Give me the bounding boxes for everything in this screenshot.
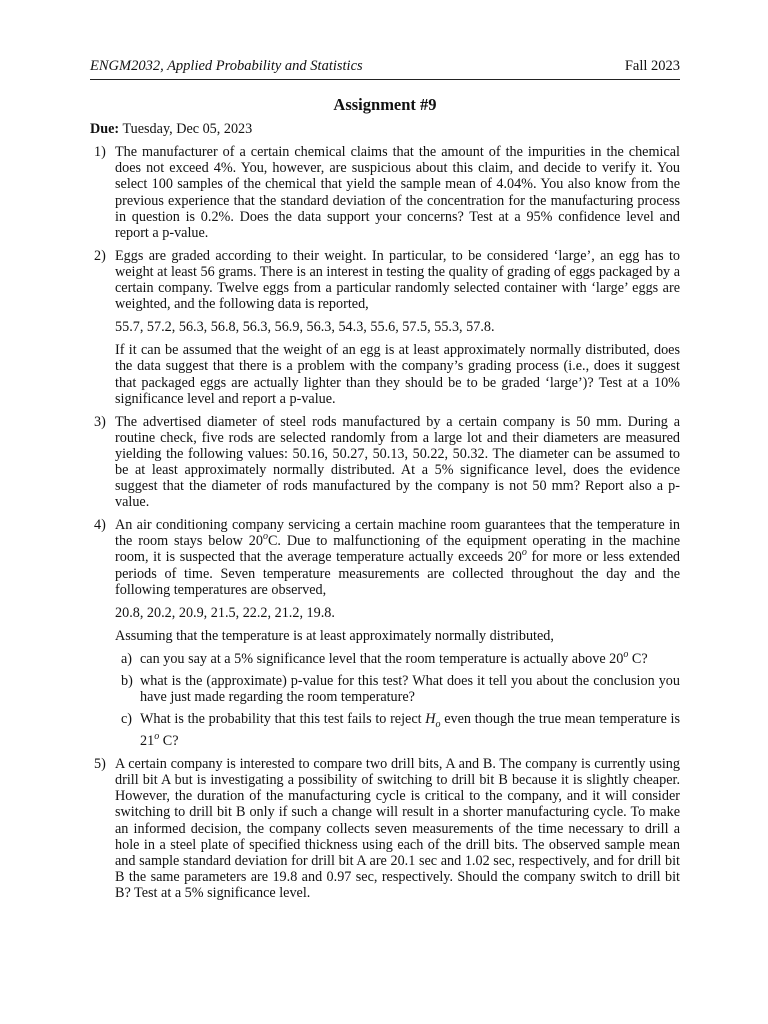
problem-5 — [90, 756, 680, 901]
course-name: ENGM2032, Applied Probability and Statistics — [90, 58, 363, 74]
subquestion-tail: C? — [159, 733, 179, 750]
degree-superscript: o — [521, 547, 527, 559]
math-subscript: o — [435, 719, 441, 731]
problem-text: Eggs are graded according to their weight. In particular, to be considered ‘large’, an egg has to weight at least 56 grams. There is an interest in testing the quality of grading of eggs packaged by a certain company. Twelve eggs from a particular randomly selected container with ‘large’ eggs are weighted, and the following data is reported, — [115, 247, 680, 313]
problem-text-part: C. Due to malfunctioning of the equipment operating in the machine room, it is suspected that the average temperature actually exceeds 20 — [115, 533, 681, 566]
subquestion-tail: C? — [628, 650, 648, 667]
problem-1 — [90, 144, 680, 241]
problem-number: 3) — [94, 413, 106, 430]
subquestion-c — [115, 711, 680, 749]
term: Fall 2023 — [624, 58, 680, 74]
problem-number: 2) — [94, 247, 106, 264]
subquestion-b — [115, 673, 680, 705]
page-header — [90, 58, 680, 80]
subquestion-text: What is the probability that this test fails to reject — [140, 711, 426, 728]
subquestion-text-after: even though the true mean temperature is 21 — [140, 711, 680, 750]
degree-superscript: o — [262, 531, 268, 543]
problem-number: 1) — [94, 144, 106, 161]
problem-data: 20.8, 20.2, 20.9, 21.5, 22.2, 21.2, 19.8. — [115, 604, 335, 621]
subquestion-letter: a) — [121, 650, 133, 667]
problem-text — [115, 517, 680, 597]
problem-text-continued: If it can be assumed that the weight of an egg is at least approximately normally distributed, does the data suggest that there is a problem with the company’s grading process (i.e., does it suggest that packaged eggs are actually lighter than they should be to be graded ‘large’)? Test at a 10% significance level and report a p-value. — [115, 342, 680, 407]
problem-text-part: for more or less extended periods of time. Seven temperature measurements are collected throughout the day and the following temperatures are observed, — [115, 549, 680, 598]
problem-4 — [90, 517, 680, 749]
problem-data: 55.7, 57.2, 56.3, 56.8, 56.3, 56.9, 56.3, 54.3, 55.6, 57.5, 55.3, 57.8. — [115, 319, 495, 336]
problem-3 — [90, 414, 680, 511]
problem-text-continued: Assuming that the temperature is at least approximately normally distributed, — [115, 627, 554, 644]
due-label: Due: — [90, 121, 120, 138]
due-line — [90, 121, 680, 137]
degree-superscript: o — [623, 648, 629, 660]
subquestion-a — [115, 648, 680, 667]
problem-number: 5) — [94, 756, 106, 773]
degree-superscript: o — [154, 731, 160, 743]
subquestion-letter: b) — [121, 673, 133, 689]
problem-text: A certain company is interested to compare two drill bits, A and B. The company is currently using drill bit A but is investigating a possibility of switching to drill bit B because it is slightly cheaper. However, the duration of the manufacturing cycle is critical to the company, and it will consider switching to drill bit B only if such a change will result in a shorter manufacturing cycle. To make an informed decision, the company collects seven measurements of the time necessary to drill a hole in a steel plate of specified thickness using each of the drill bits. The observed sample mean and sample standard deviation for drill bit A are 20.1 sec and 1.02 sec, respectively, and for drill bit B the same parameters are 19.8 and 0.97 sec, respectively. Should the company switch to drill bit B? Test at a 5% significance level. — [115, 756, 680, 901]
page-title: Assignment #9 — [333, 95, 437, 115]
subquestion-letter: c) — [121, 711, 133, 728]
problem-2 — [90, 248, 680, 407]
null-hypothesis-symbol — [425, 711, 441, 731]
subquestion-text: what is the (approximate) p-value for this test? What does it tell you about the conclusion you have just made regarding the room temperature? — [140, 673, 680, 706]
subquestion-list — [115, 648, 680, 750]
subquestion-text: can you say at a 5% significance level that the room temperature is actually above 20 — [140, 650, 624, 667]
math-symbol: H — [425, 711, 436, 728]
problem-text: The advertised diameter of steel rods manufactured by a certain company is 50 mm. During a routine check, five rods are selected randomly from a large lot and their diameters are measured yielding the following values: 50.16, 50.27, 50.13, 50.22, 50.32. The diameter can be assumed to be at least approximately normally distributed. At a 5% significance level, does the evidence suggest that the diameter of rods manufactured by the company is not 50 mm? Report also a p-value. — [115, 413, 680, 511]
due-date: Tuesday, Dec 05, 2023 — [122, 121, 253, 138]
problem-text-part: An air conditioning company servicing a certain machine room guarantees that the temperature in the room stays below 20 — [115, 517, 680, 550]
problem-text: The manufacturer of a certain chemical claims that the amount of the impurities in the chemical does not exceed 4%. You, however, are suspicious about this claim, and decide to verify it. You select 100 samples of the chemical that yield the sample mean of 4.04%. You also know from the previous experience that the standard deviation of the concentration for the manufacturing process in question is 0.2%. Does the data support your concerns? Test at a 95% confidence level and report a p-value. — [115, 144, 680, 241]
assignment-page — [90, 58, 680, 908]
problem-number: 4) — [94, 517, 106, 534]
